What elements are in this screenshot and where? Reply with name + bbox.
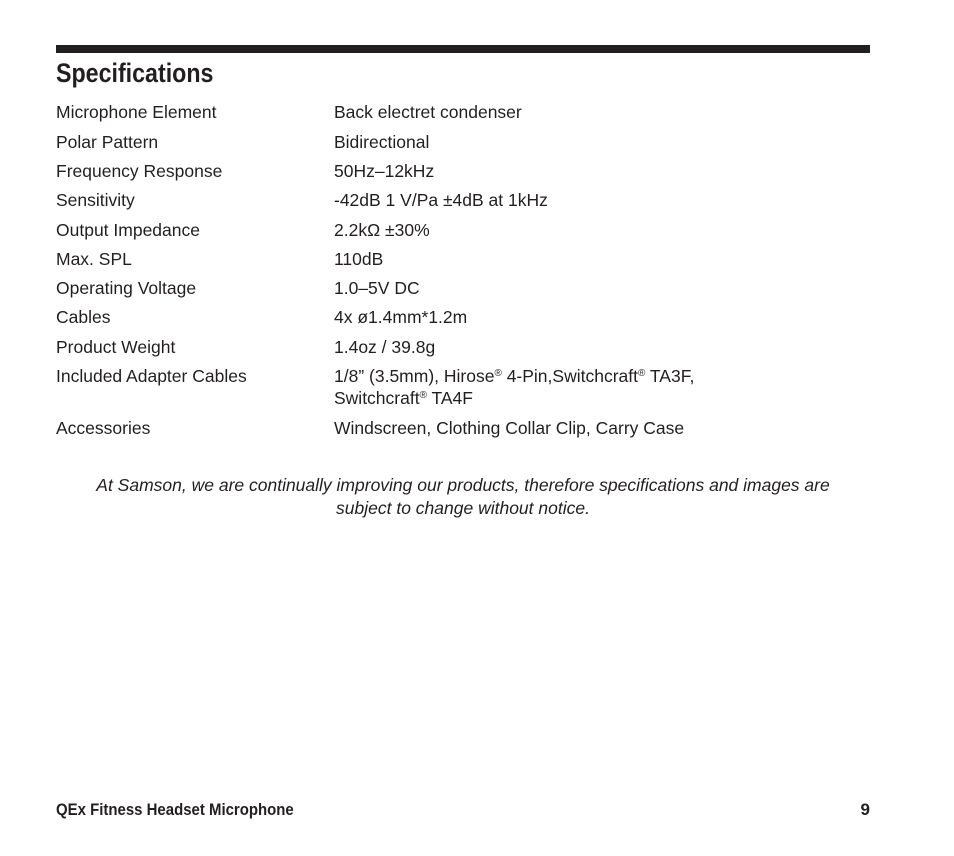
spec-label: Cables — [56, 307, 111, 328]
spec-label: Accessories — [56, 417, 151, 438]
spec-value-text: 4-Pin,Switchcraft — [501, 365, 638, 386]
registered-mark: ® — [637, 367, 646, 379]
spec-row — [56, 186, 870, 215]
footer-product-name: QEx Fitness Headset Microphone — [56, 800, 294, 819]
spec-value: Bidirectional — [334, 131, 430, 152]
spec-label: Product Weight — [56, 336, 176, 357]
change-notice-line: subject to change without notice. — [336, 497, 590, 518]
spec-value-text: TA4F — [426, 388, 473, 409]
spec-row — [56, 157, 870, 186]
top-rule — [56, 45, 870, 53]
spec-label: Frequency Response — [56, 160, 223, 181]
spec-row — [56, 244, 870, 273]
spec-value: 4x ø1.4mm*1.2m — [334, 307, 468, 328]
spec-value-text: 1/8” (3.5mm), Hirose — [334, 365, 495, 386]
spec-row — [56, 215, 870, 244]
spec-row — [56, 98, 870, 127]
page-number: 9 — [860, 800, 870, 819]
spec-value: Back electret condenser — [334, 102, 522, 123]
change-notice — [56, 474, 870, 519]
spec-label: Polar Pattern — [56, 131, 159, 152]
spec-value: -42dB 1 V/Pa ±4dB at 1kHz — [334, 190, 548, 211]
registered-mark: ® — [494, 367, 502, 379]
spec-label: Sensitivity — [56, 190, 135, 211]
spec-label: Included Adapter Cables — [56, 365, 247, 386]
registered-mark: ® — [419, 390, 427, 402]
spec-value: 50Hz–12kHz — [334, 160, 435, 181]
spec-value-text: TA3F, — [645, 365, 695, 386]
page-title: Specifications — [56, 58, 214, 88]
spec-value: 2.2kΩ ±30% — [334, 219, 430, 240]
spec-label: Max. SPL — [56, 248, 132, 269]
spec-row — [56, 274, 870, 303]
spec-row — [56, 413, 870, 442]
spec-value: Windscreen, Clothing Collar Clip, Carry Case — [334, 417, 685, 438]
spec-table — [56, 98, 870, 443]
spec-label: Operating Voltage — [56, 278, 197, 299]
spec-row — [56, 362, 870, 414]
spec-value: 1.4oz / 39.8g — [334, 336, 436, 357]
spec-value: 1.0–5V DC — [334, 278, 420, 299]
spec-row — [56, 127, 870, 156]
change-notice-line: At Samson, we are continually improving our products, therefore specifications and images are — [96, 475, 830, 495]
spec-value — [334, 365, 834, 410]
spec-row — [56, 332, 870, 361]
spec-value: 110dB — [334, 248, 384, 269]
spec-label: Output Impedance — [56, 219, 200, 240]
spec-row — [56, 303, 870, 332]
spec-label: Microphone Element — [56, 102, 217, 123]
spec-value-text: Switchcraft — [334, 388, 420, 409]
